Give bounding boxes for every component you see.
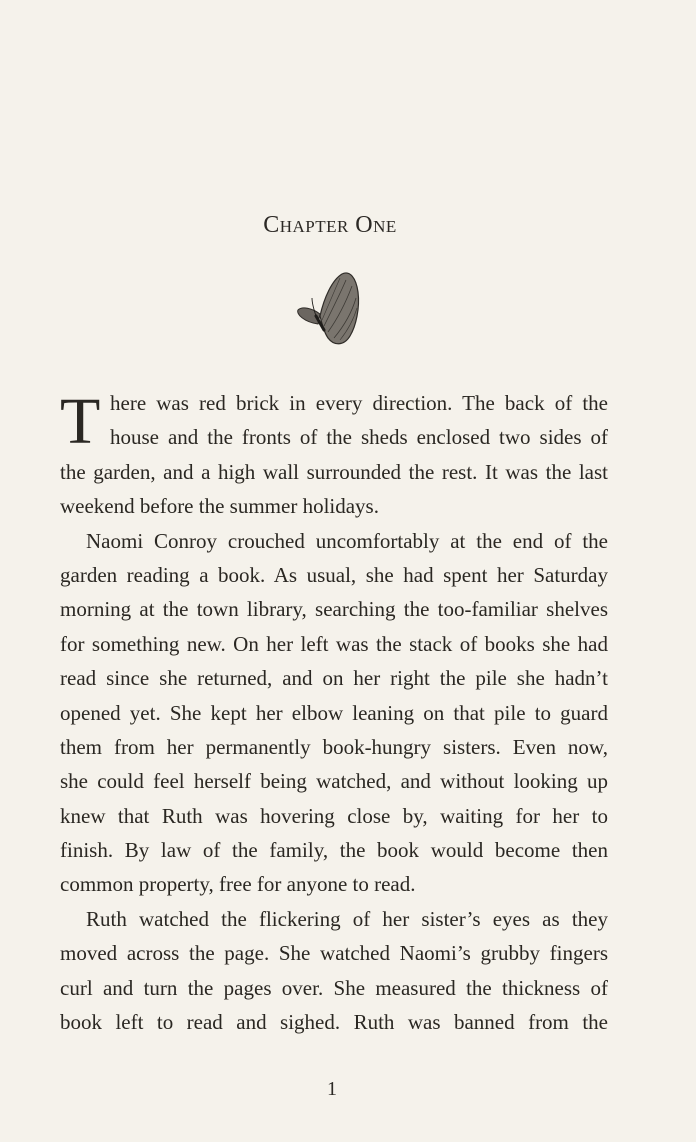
text-line: book left to read and sighed. Ruth was banned from the: [60, 1010, 608, 1035]
text-line: here was red brick in every direction. The back of the: [110, 391, 608, 415]
text-line: house and the fronts of the sheds enclosed two sides of: [110, 425, 608, 450]
text-line: finish. By law of the family, the book would become then: [60, 838, 608, 863]
text-line: she could feel herself being watched, and without looking up: [60, 769, 608, 794]
text-line: read since she returned, and on her right the pile she hadn’t: [60, 666, 608, 691]
text-line: them from her permanently book-hungry sisters. Even now,: [60, 734, 608, 759]
text-line: garden reading a book. As usual, she had spent her Saturday: [60, 562, 608, 587]
text-line: Ruth watched the flickering of her sister’s eyes as they: [86, 906, 608, 931]
text-line: curl and turn the pages over. She measured the thickness of: [60, 975, 608, 1000]
text-line: morning at the town library, searching the too-familiar shelves: [60, 597, 608, 622]
chapter-heading: Chapter One: [263, 212, 397, 238]
butterfly-icon: [294, 270, 366, 348]
text-line: the garden, and a high wall surrounded the rest. It was the last: [60, 459, 608, 484]
page-number: 1: [327, 1078, 337, 1100]
text-line: knew that Ruth was hovering close by, waiting for her to: [60, 803, 608, 828]
text-line: weekend before the summer holidays.: [60, 494, 379, 519]
text-line: opened yet. She kept her elbow leaning on that pile to guard: [60, 700, 608, 725]
drop-cap: T: [60, 385, 101, 458]
text-line: for something new. On her left was the stack of books she had: [60, 631, 608, 656]
body-text: [60, 386, 608, 1039]
text-line: moved across the page. She watched Naomi’s grubby fingers: [60, 941, 608, 966]
text-line: Naomi Conroy crouched uncomfortably at the end of the: [86, 528, 608, 553]
text-line: common property, free for anyone to read.: [60, 872, 416, 897]
